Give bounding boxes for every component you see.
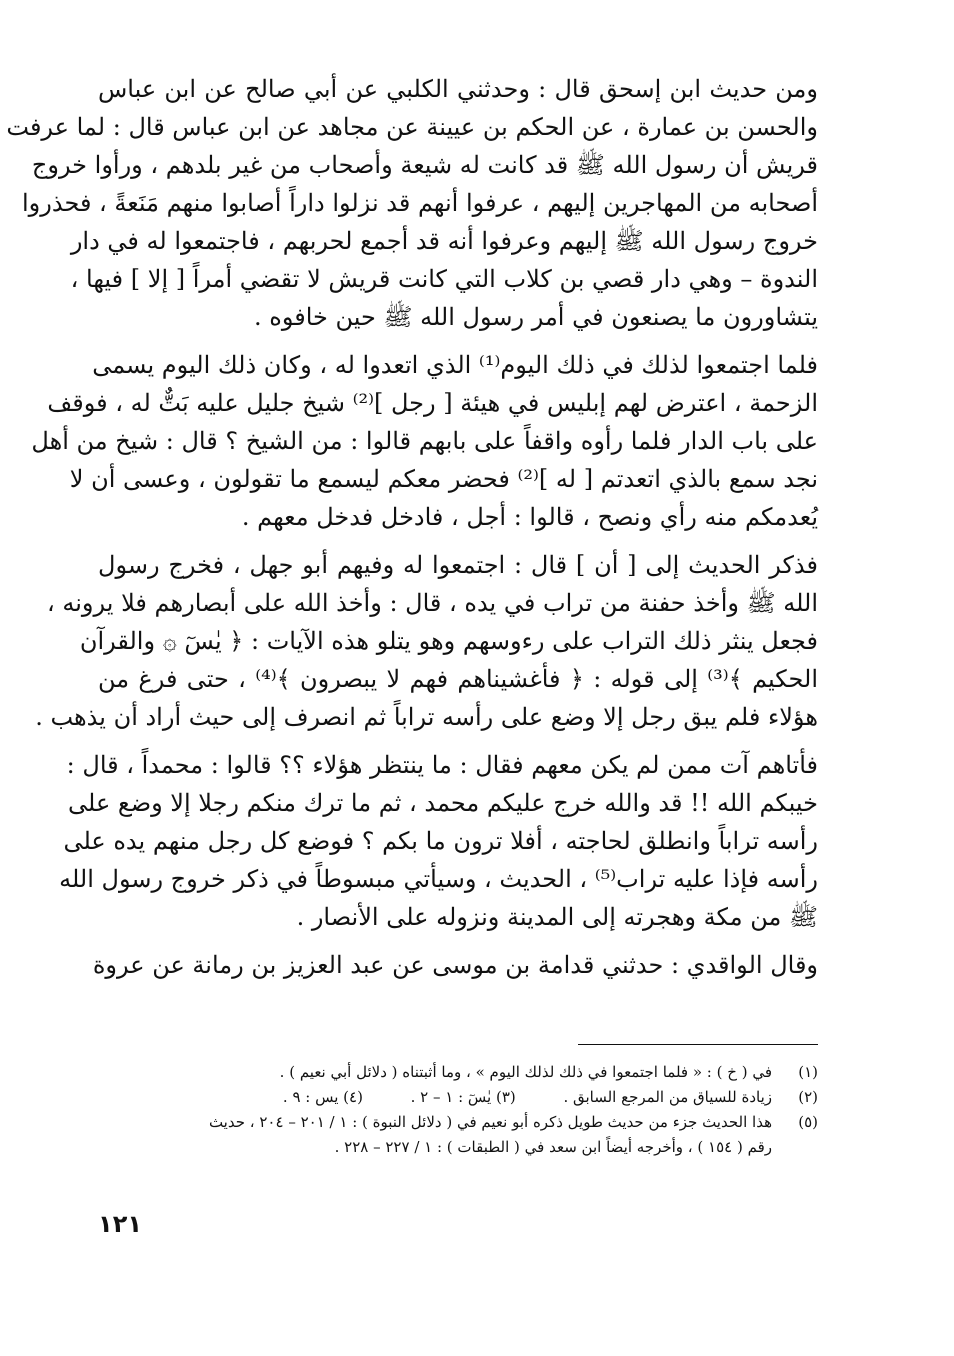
text-line: نجد سمع بالذي اتعدتم [ له ]⁽²⁾ فحضر معكم ليسمع ما تقولون ، وعسى أن لا (69, 465, 818, 493)
main-text (6, 70, 819, 984)
text-line: هؤلاء فلم يبق رجل إلا وضع على رأسه تراباً ثم انصرف إلى حيث أراد أن يذهب . (35, 703, 818, 731)
text-line: قريش أن رسول الله ﷺ قد كانت له شيعة وأصحاب من غير بلدهم ، ورأوا خروج (31, 151, 818, 179)
footnote-number: (٢) (798, 1088, 818, 1106)
text-line: رأسه فإذا عليه تراب⁽⁵⁾ ، الحديث ، وسيأتي مبسوطاً في ذكر خروج رسول الله (59, 865, 818, 893)
footnote-text: في ( خ ) : « فلما اجتمعوا في ذلك لذلك اليوم » ، وما أثبتناه ( دلائل أبي نعيم ) . (279, 1063, 772, 1081)
text-line: الزحمة ، اعترض لهم إبليس في هيئة [ رجل ]⁽²⁾ شيخ جليل عليه بَتٌّ له ، فوقف (47, 389, 818, 417)
text-line: ومن حديث ابن إسحق قال : وحدثني الكلبي عن أبي صالح عن ابن عباس (98, 75, 818, 103)
text-line: خروج رسول الله ﷺ إليهم وعرفوا أنه قد أجمع لحربهم ، فاجتمعوا له في دار (70, 227, 818, 255)
text-line: فأتاهم آت ممن لم يكن معهم فقال : ما ينتظر هؤلاء ؟؟ قالوا : محمداً ، قال : (66, 751, 818, 779)
footnote (98, 1085, 818, 1110)
footnote (98, 1060, 818, 1085)
footnote-text: هذا الحديث جزء من حديث طويل ذكره أبو نعيم في ( دلائل النبوة ) : ١ / ٢٠١ – ٢٠٤ ، حديث (208, 1113, 772, 1131)
page-number: ١٢١ (98, 1210, 142, 1238)
text-line: الندوة – وهي دار قصي بن كلاب التي كانت قريش لا تقضي أمراً [ إلا ] فيها ، (70, 265, 818, 293)
text-line: الحكيم ﴾⁽³⁾ إلى قوله : ﴿ فأغشيناهم فهم لا يبصرون ﴾⁽⁴⁾ ، حتى فرغ من (98, 665, 819, 693)
footnote (98, 1110, 818, 1135)
text-line: أصحابه من المهاجرين إليهم ، عرفوا أنهم قد نزلوا داراً أصابوا منهم مَنَعةً ، فحذروا (22, 189, 818, 217)
text-line: يتشاورون ما يصنعون في أمر رسول الله ﷺ حين خافوه . (254, 303, 818, 331)
text-line: ﷺ من مكة وهجرته إلى المدينة ونزوله على الأنصار . (296, 903, 818, 931)
footnote-number (772, 1135, 818, 1160)
text-line: فجعل ينثر ذلك التراب على رءوسهم وهو يتلو هذه الآيات : ﴿ يٰسٓ ۞ والقرآن (79, 627, 818, 655)
footnote-text: زيادة للسياق من المرجع السابق . (٣) يٰسٓ : ١ – ٢ . (٤) يس : ٩ . (282, 1088, 772, 1106)
text-line: رأسه تراباً وانطلق لحاجته ، أفلا ترون ما بكم ؟ فوضع كل رجل منهم يده على (63, 827, 818, 855)
text-line: فذكر الحديث إلى [ أن ] قال : اجتمعوا له وفيهم أبو جهل ، فخرج رسول (98, 551, 818, 579)
text-line: على باب الدار فلما رأوه واقفاً على بابهم قالوا : من الشيخ ؟ قال : شيخ من أهل (31, 427, 818, 455)
text-line: يُعدمكم منه رأي ونصح ، قالوا : أجل ، فادخل فدخل معهم . (241, 503, 818, 531)
footnote-text: رقم ( ١٥٤ ) ، وأخرجه أيضاً ابن سعد في ( الطبقات ) : ١ / ٢٢٧ – ٢٢٨ . (334, 1138, 772, 1156)
footnote-divider (578, 1044, 818, 1045)
text-line: فلما اجتمعوا لذلك في ذلك اليوم⁽¹⁾ الذي اتعدوا له ، وكان ذلك اليوم يسمى (92, 351, 818, 379)
text-line: وقال الواقدي : حدثني قدامة بن موسى عن عبد العزيز بن رمانة عن عروة (92, 951, 818, 979)
text-line: خيبكم الله !! قد والله خرج عليكم محمد ، ثم ما ترك منكم رجلا إلا وضع على (68, 789, 818, 817)
footnotes (98, 1060, 818, 1160)
text-line: والحسن بن عمارة ، عن الحكم بن عيينة عن مجاهد عن ابن عباس قال : لما عرفت (6, 113, 818, 141)
footnote-continuation (98, 1135, 818, 1160)
footnote-number: (٥) (798, 1113, 818, 1131)
text-line: الله ﷺ وأخذ حفنة من تراب في يده ، قال : وأخذ الله على أبصارهم فلا يرونه ، (47, 589, 818, 617)
footnote-number: (١) (798, 1063, 818, 1081)
